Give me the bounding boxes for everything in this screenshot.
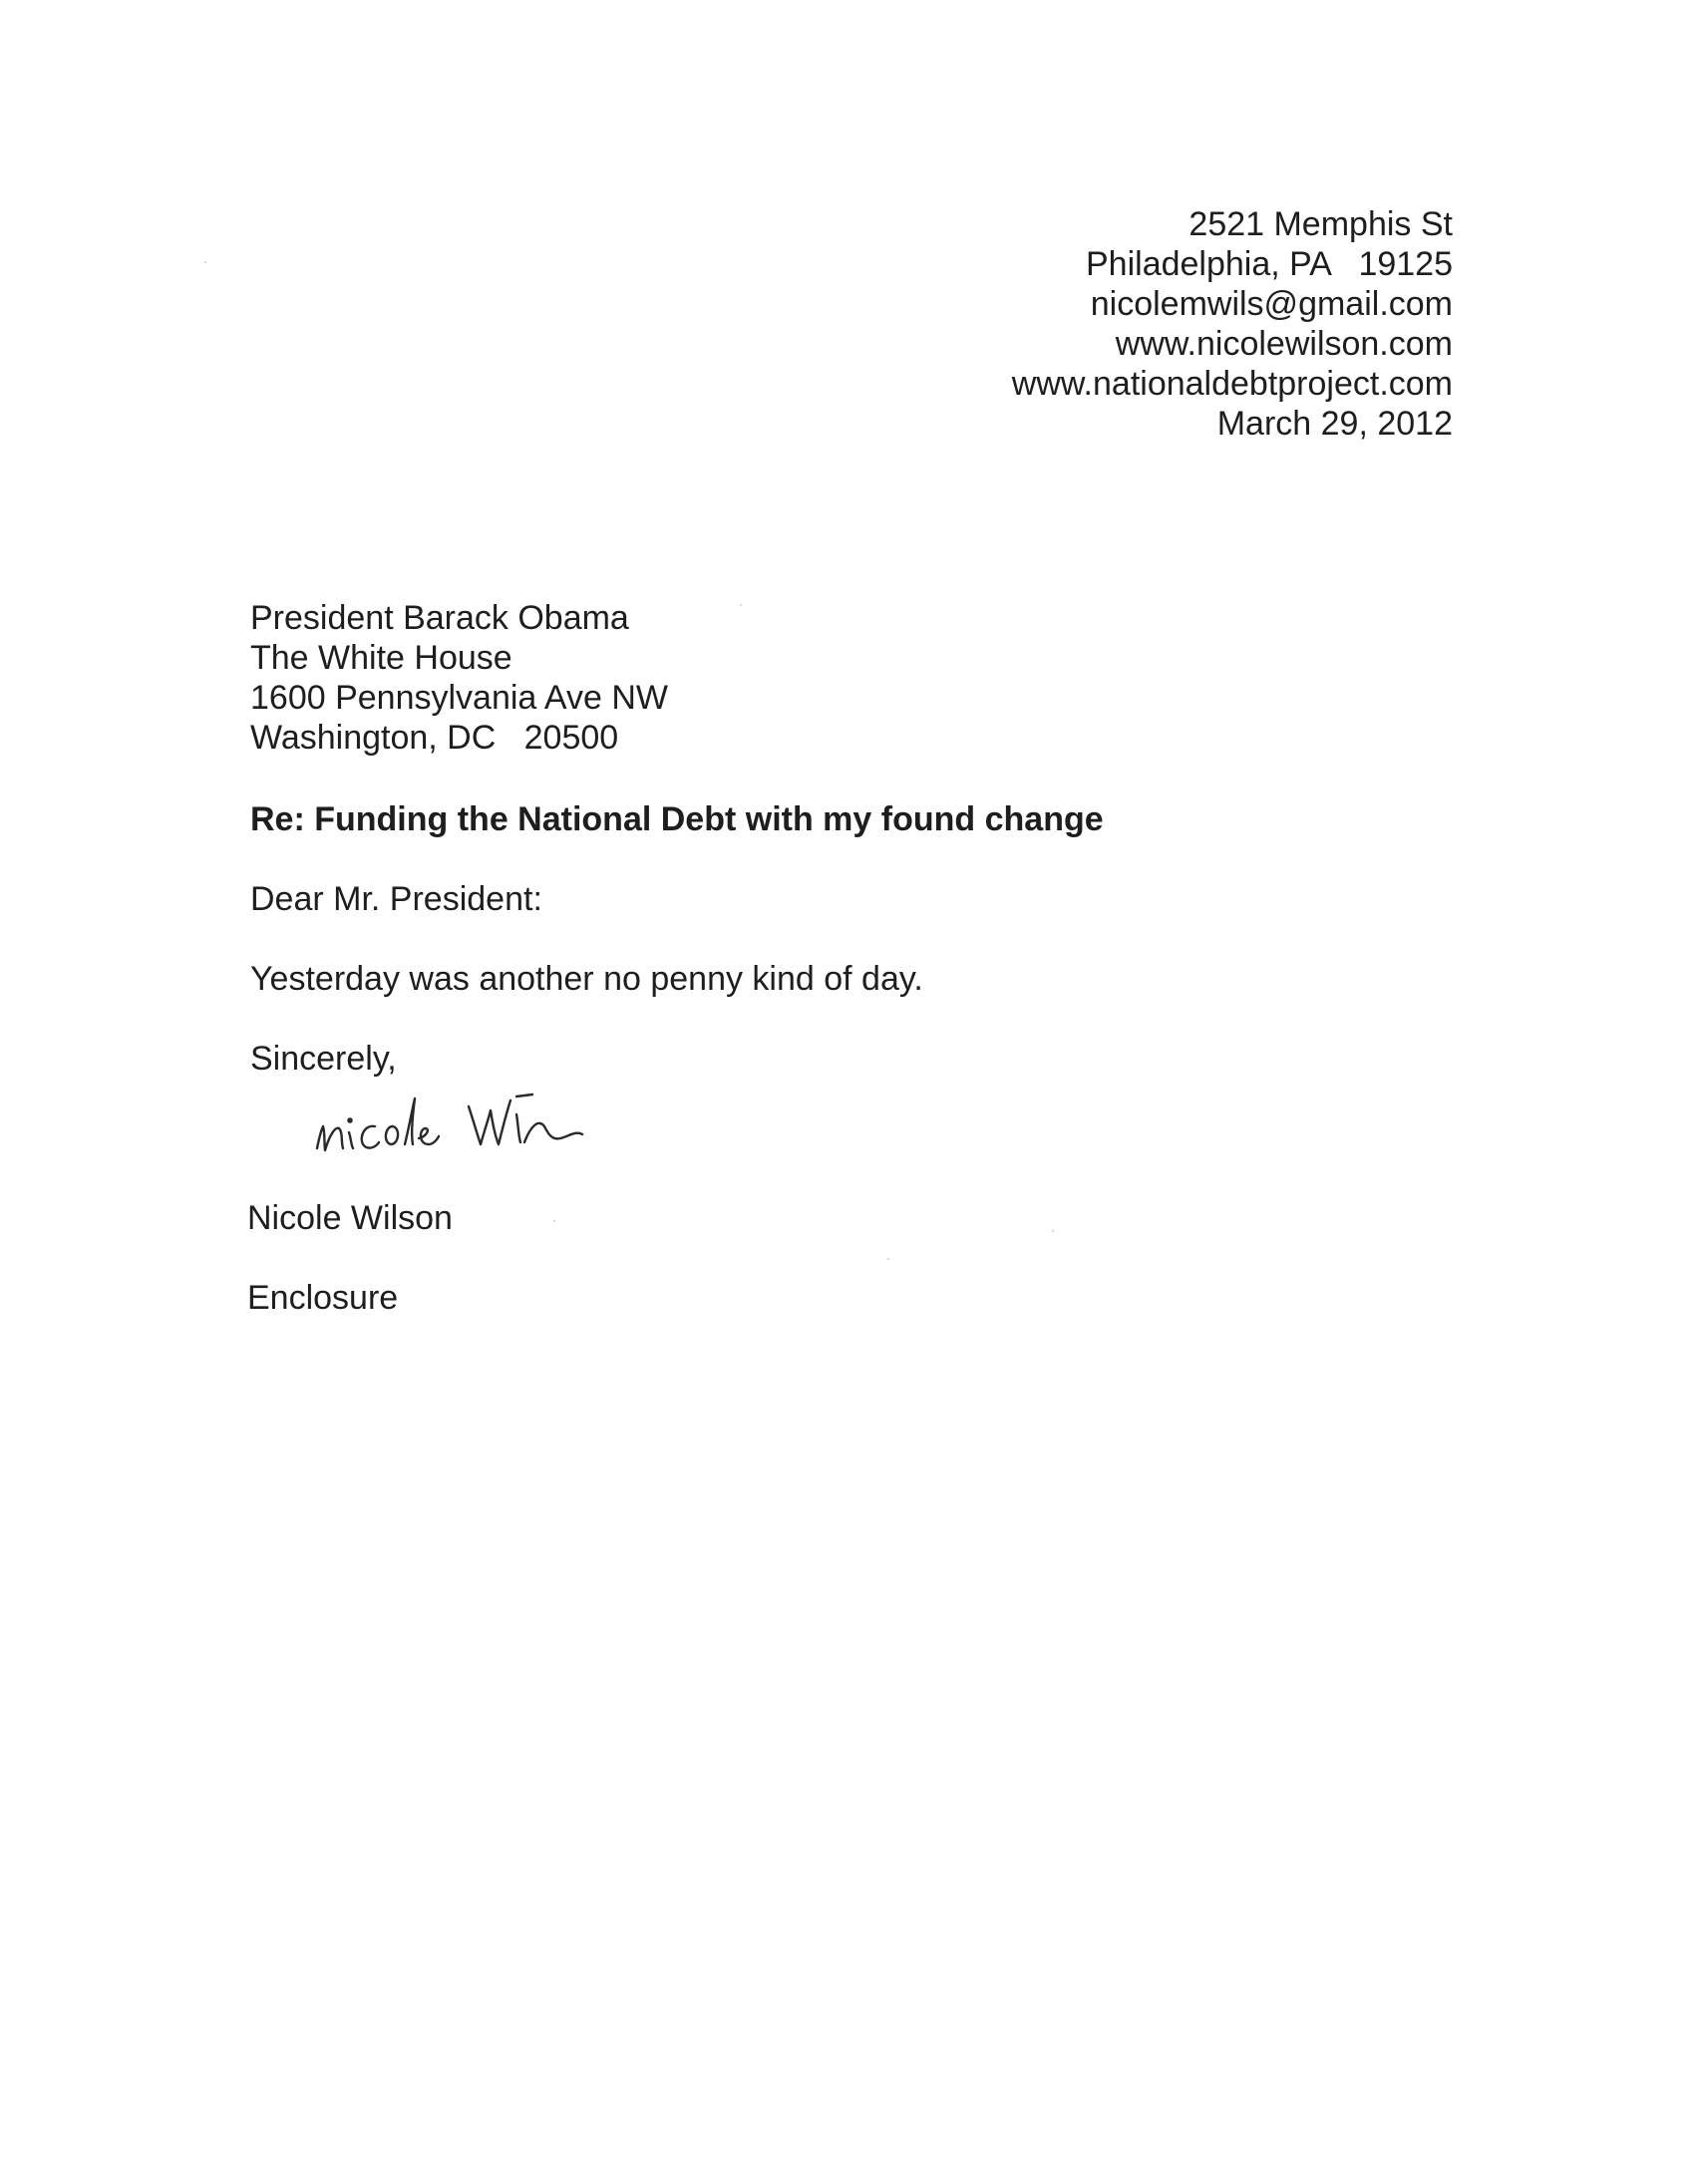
subject-line: Re: Funding the National Debt with my found change <box>250 800 1104 838</box>
closing: Sincerely, <box>250 1040 397 1078</box>
sender-street: 2521 Memphis St <box>1188 205 1453 243</box>
sender-email: nicolemwils@gmail.com <box>1090 285 1453 323</box>
letter-date: March 29, 2012 <box>1216 405 1453 443</box>
scan-speck <box>1052 1230 1054 1232</box>
recipient-city-state-zip: Washington, DC 20500 <box>250 719 619 757</box>
sender-website-2: www.nationaldebtproject.com <box>1011 365 1453 403</box>
recipient-street: 1600 Pennsylvania Ave NW <box>250 679 668 717</box>
scan-speck <box>740 604 742 606</box>
handwritten-signature <box>309 1067 708 1176</box>
sender-city-state-zip: Philadelphia, PA 19125 <box>1086 245 1453 283</box>
recipient-name: President Barack Obama <box>250 599 629 637</box>
salutation: Dear Mr. President: <box>250 880 542 918</box>
scan-speck <box>553 1220 555 1222</box>
letter-body: Yesterday was another no penny kind of day. <box>250 960 923 998</box>
sender-address-block <box>1012 204 1453 444</box>
scan-speck <box>204 261 206 263</box>
signer-name: Nicole Wilson <box>247 1199 453 1237</box>
scan-speck <box>887 1258 889 1260</box>
recipient-organization: The White House <box>250 639 512 677</box>
recipient-address-block <box>250 598 668 758</box>
enclosure-notation: Enclosure <box>247 1279 399 1317</box>
sender-website-1: www.nicolewilson.com <box>1115 325 1453 363</box>
